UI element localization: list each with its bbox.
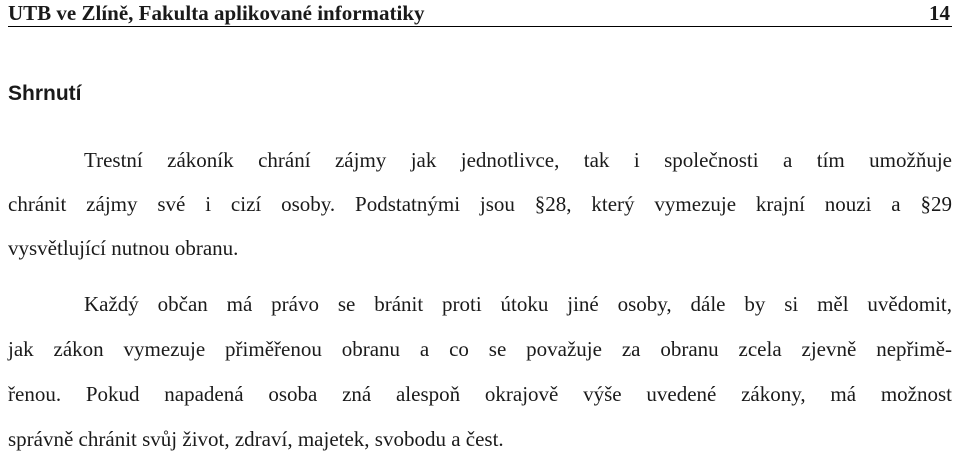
section-heading: Shrnutí <box>8 82 82 105</box>
paragraph-line: Trestní zákoník chrání zájmy jak jednotlivce, tak i společnosti a tím umožňuje <box>84 148 952 172</box>
paragraph-line: jak zákon vymezuje přiměřenou obranu a co se považuje za obranu zcela zjevně nepřimě- <box>8 337 952 361</box>
paragraph-line: Každý občan má právo se bránit proti útoku jiné osoby, dále by si měl uvědomit, <box>84 292 952 316</box>
paragraph-line: chránit zájmy své i cizí osoby. Podstatnými jsou §28, který vymezuje krajní nouzi a §29 <box>8 192 952 216</box>
paragraph-line: správně chránit svůj život, zdraví, majetek, svobodu a čest. <box>8 427 504 451</box>
summary-paragraph-1 <box>8 138 952 270</box>
document-title: UTB ve Zlíně, Fakulta aplikované informatiky <box>8 1 425 25</box>
paragraph-line: řenou. Pokud napadená osoba zná alespoň okrajově výše uvedené zákony, má možnost <box>8 382 952 406</box>
page-header <box>8 0 952 27</box>
paragraph-line: vysvětlující nutnou obranu. <box>8 236 239 260</box>
page-number: 14 <box>929 1 950 25</box>
summary-paragraph-2 <box>8 282 952 462</box>
